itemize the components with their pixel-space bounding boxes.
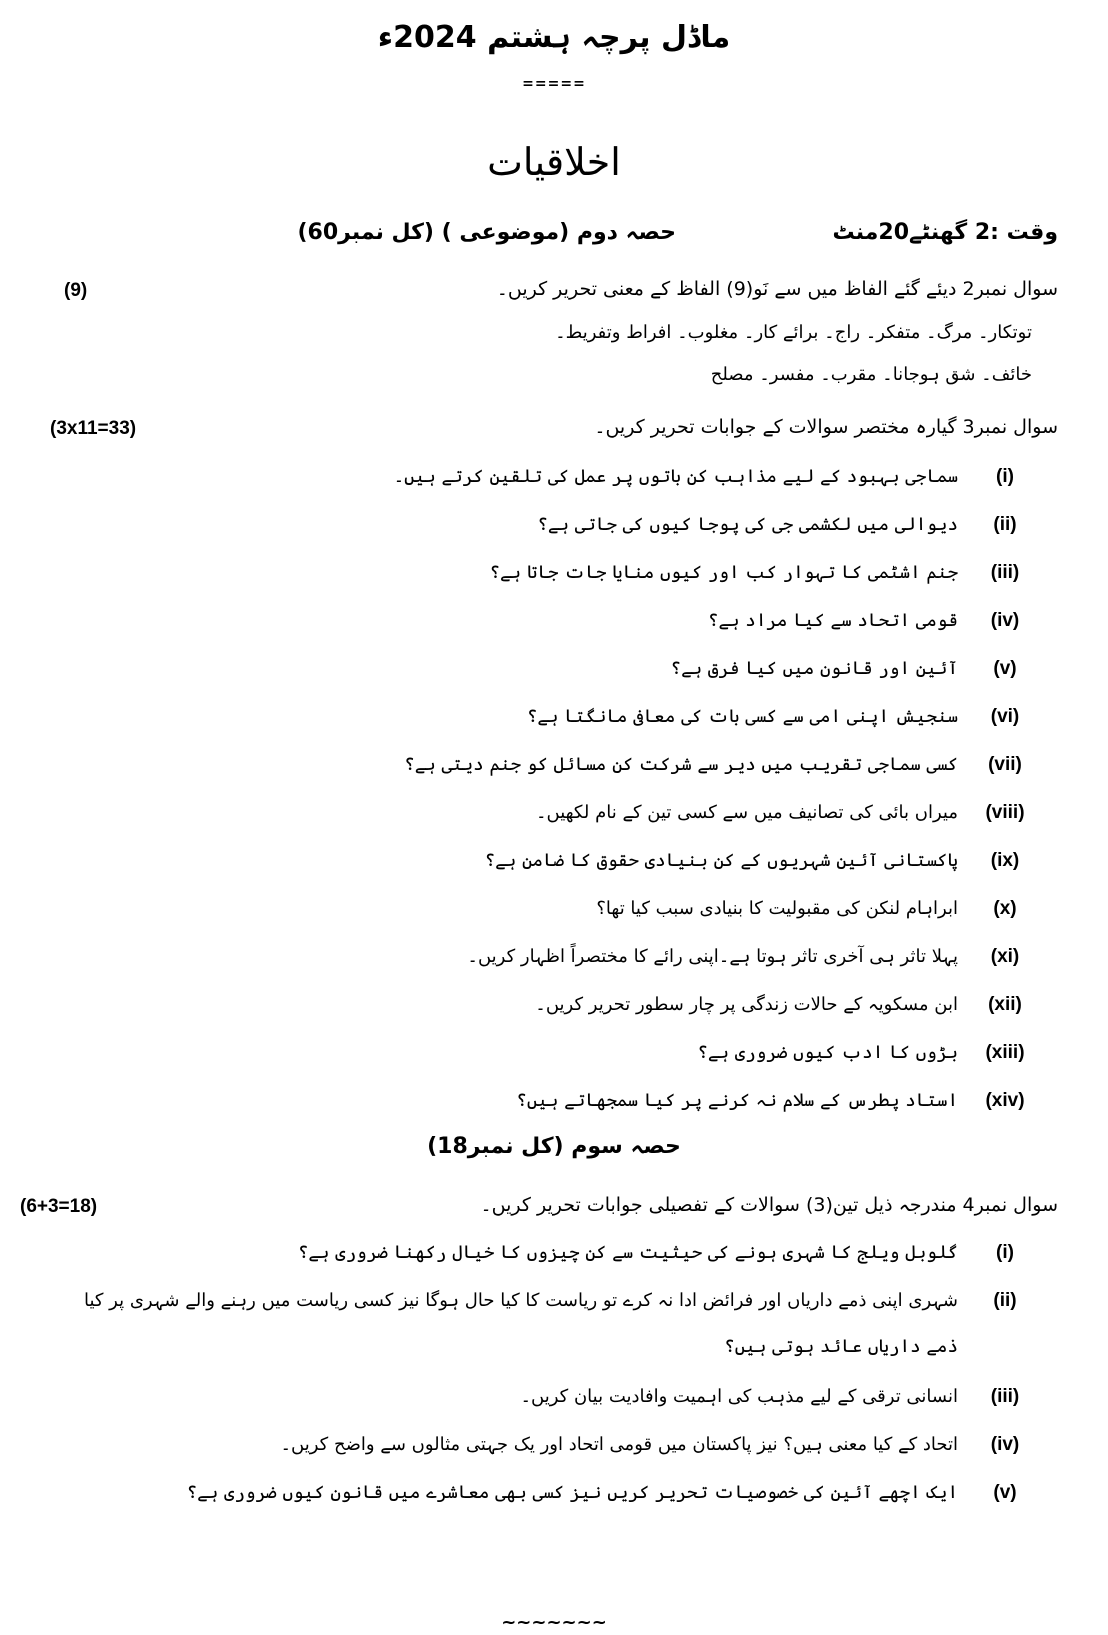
time-label: وقت :2 گھنٹے20منٹ: [832, 220, 1058, 245]
q4-heading: سوال نمبر4 مندرجہ ذیل تین(3) سوالات کے تفصیلی جوابات تحریر کریں۔: [480, 1194, 1058, 1216]
item-text: ذمے داریاں عائد ہوتی ہیں؟: [724, 1336, 958, 1357]
list-item: [0, 1386, 1108, 1416]
item-text: ایک اچھے آئین کی خصوصیات تحریر کریں نیز کسی بھی معاشرے میں قانون کیوں ضروری ہے؟: [186, 1482, 958, 1503]
item-number: (ix): [990, 850, 1020, 871]
item-text: قومی اتحاد سے کیا مراد ہے؟: [707, 610, 958, 631]
item-text: سماجی بہبود کے لیے مذاہب کن باتوں پر عمل کی تلقین کرتے ہیں۔: [393, 466, 958, 487]
item-number: (iii): [990, 1386, 1020, 1407]
list-item: [0, 1434, 1108, 1464]
item-number: (ii): [993, 1290, 1017, 1311]
list-item: [0, 1482, 1108, 1512]
item-number: (x): [993, 898, 1017, 919]
item-text: میراں بائی کی تصانیف میں سے کسی تین کے نام لکھیں۔: [535, 802, 958, 823]
list-item: [0, 946, 1108, 976]
item-text: شہری اپنی ذمے داریاں اور فرائض ادا نہ کرے تو ریاست کا کیا حال ہوگا نیز کسی ریاست میں رہنے والے شہری پر کیا: [83, 1290, 958, 1311]
list-item-continuation: [0, 1336, 1108, 1366]
item-text: آئین اور قانون میں کیا فرق ہے؟: [670, 658, 958, 679]
list-item: [0, 706, 1108, 736]
item-number: (i): [996, 1242, 1014, 1263]
item-number: (v): [993, 1482, 1017, 1503]
item-number: (vii): [988, 754, 1022, 775]
list-item: [0, 1042, 1108, 1072]
list-item: [0, 610, 1108, 640]
list-item: [0, 994, 1108, 1024]
item-number: (xiv): [985, 1090, 1025, 1111]
q4-marks: (6+3=18): [20, 1196, 98, 1217]
list-item: [0, 562, 1108, 592]
q3-heading: سوال نمبر3 گیارہ مختصر سوالات کے جوابات تحریر کریں۔: [594, 416, 1058, 438]
list-item: [0, 1090, 1108, 1120]
list-item: [0, 850, 1108, 880]
item-number: (iii): [990, 562, 1020, 583]
list-item: [0, 1290, 1108, 1320]
list-item: [0, 898, 1108, 928]
item-number: (vi): [990, 706, 1020, 727]
item-number: (xiii): [985, 1042, 1025, 1063]
item-text: گلوبل ویلج کا شہری ہونے کی حیثیت سے کن چیزوں کا خیال رکھنا ضروری ہے؟: [297, 1242, 958, 1263]
item-text: دیوالی میں لکشمی جی کی پوجا کیوں کی جاتی ہے؟: [537, 514, 958, 535]
q3-marks: (3x11=33): [50, 418, 137, 439]
list-item: [0, 514, 1108, 544]
list-item: [0, 466, 1108, 496]
q2-heading: سوال نمبر2 دیئے گئے الفاظ میں سے نَو(9) الفاظ کے معنی تحریر کریں۔: [496, 278, 1058, 300]
item-number: (xii): [988, 994, 1022, 1015]
item-number: (iv): [990, 1434, 1020, 1455]
paper-title: ماڈل پرچہ ہشتم 2024ء: [377, 20, 731, 55]
list-item: [0, 658, 1108, 688]
item-number: (i): [996, 466, 1014, 487]
q2-words-line2: خائف۔ شق ہوجانا۔ مقرب۔ مفسر۔ مصلح: [710, 364, 1032, 385]
item-number: (viii): [985, 802, 1025, 823]
item-text: بڑوں کا ادب کیوں ضروری ہے؟: [697, 1042, 958, 1063]
list-item: [0, 754, 1108, 784]
item-text: استاد پطرس کے سلام نہ کرنے پر کیا سمجھاتے ہیں؟: [516, 1090, 958, 1111]
q2-words-line1: توتکار۔ مرگ۔ متفکر۔ راج۔ برائے کار۔ مغلوب۔ افراط وتفریط۔: [555, 322, 1032, 343]
item-number: (iv): [990, 610, 1020, 631]
item-text: کسی سماجی تقریب میں دیر سے شرکت کن مسائل کو جنم دیتی ہے؟: [404, 754, 958, 775]
item-text: پاکستانی آئین شہریوں کے کن بنیادی حقوق کا ضامن ہے؟: [484, 850, 958, 871]
item-text: پہلا تاثر ہی آخری تاثر ہوتا ہے۔اپنی رائے کا مختصراً اظہار کریں۔: [467, 946, 958, 967]
q2-marks: (9): [64, 280, 88, 301]
item-number: (ii): [993, 514, 1017, 535]
item-text: ابراہام لنکن کی مقبولیت کا بنیادی سبب کیا تھا؟: [596, 898, 958, 919]
footer-separator: ~~~~~~~: [501, 1612, 607, 1633]
item-text: ابن مسکویہ کے حالات زندگی پر چار سطور تحریر کریں۔: [535, 994, 958, 1015]
section-2-heading: حصہ دوم (موضوعی ) (کل نمبر60): [297, 220, 676, 245]
item-number: (v): [993, 658, 1017, 679]
list-item: [0, 1242, 1108, 1272]
item-text: انسانی ترقی کے لیے مذہب کی اہمیت وافادیت بیان کریں۔: [520, 1386, 958, 1407]
subject-title: اخلاقیات: [487, 140, 621, 184]
item-text: اتحاد کے کیا معنی ہیں؟ نیز پاکستان میں قومی اتحاد اور یک جہتی مثالوں سے واضح کریں۔: [280, 1434, 958, 1455]
item-text: جنم اشٹمی کا تہوار کب اور کیوں منایا جات جاتا ہے؟: [489, 562, 958, 583]
title-separator: =====: [522, 76, 586, 92]
item-text: سنجیش اپنی امی سے کسی بات کی معافی مانگتا ہے؟: [526, 706, 958, 727]
list-item: [0, 802, 1108, 832]
item-number: (xi): [990, 946, 1020, 967]
section-3-heading: حصہ سوم (کل نمبر18): [427, 1134, 681, 1159]
